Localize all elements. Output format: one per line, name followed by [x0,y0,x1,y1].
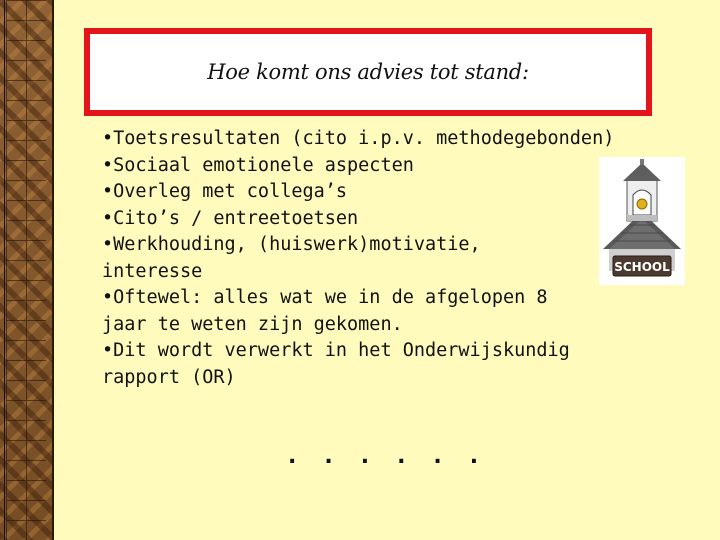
bullet-item: •Oftewel: alles wat we in de afgelopen 8 jaar te weten zijn gekomen. [102,287,548,335]
bullet-item: •Cito’s / entreetoetsen [102,207,359,229]
bullet-item: •Overleg met collega’s [102,181,348,202]
school-building-icon [599,157,685,285]
bullet-list [102,126,662,391]
title-box [84,28,652,116]
slide-title: Hoe komt ons advies tot stand: [207,60,529,84]
sidebar-edge-line [4,0,5,540]
school-sign-text: SCHOOL [614,260,670,274]
decorative-sidebar [0,0,54,540]
bullet-item: •Werkhouding, (huiswerk)motivatie, interesse [102,234,481,282]
bullet-item: •Sociaal emotionele aspecten [102,154,414,176]
sidebar-grid-pattern [6,0,46,540]
bullet-item: •Toetsresultaten (cito i.p.v. methodegebonden) [102,128,615,149]
bullet-item: •Dit wordt verwerkt in het Onderwijskundig rapport (OR) [102,340,570,388]
ellipsis-dots: ...... [288,444,507,469]
